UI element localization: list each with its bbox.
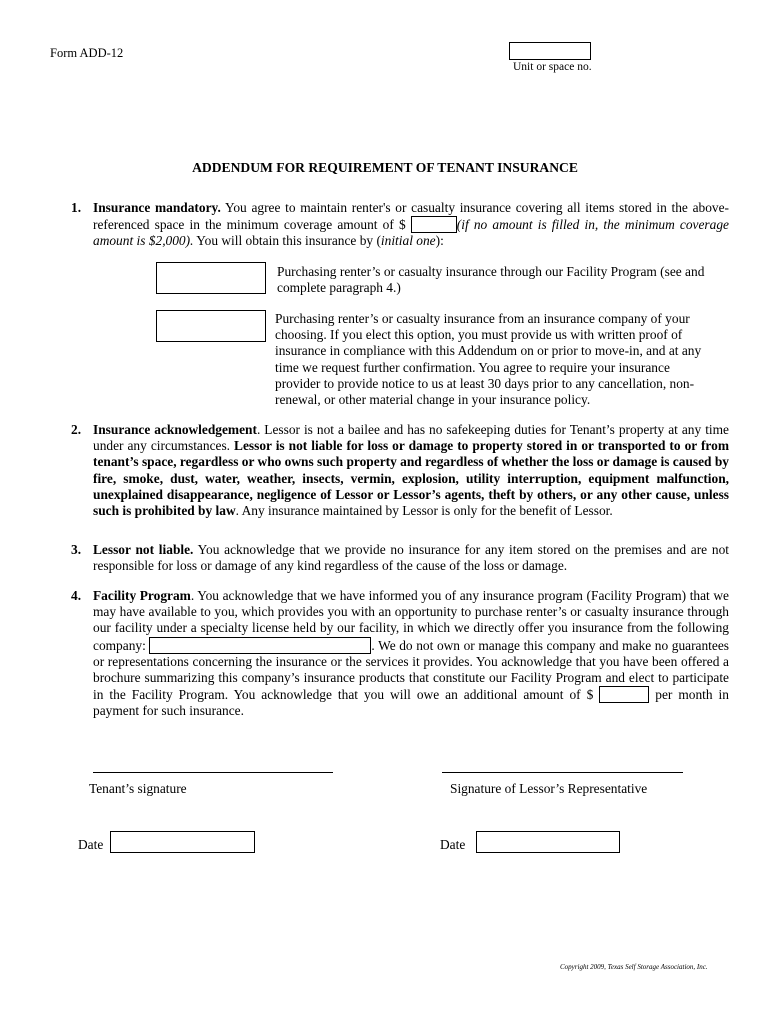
tenant-date-field[interactable] (110, 831, 255, 853)
section-1 (71, 200, 729, 250)
facility-program-initial-box[interactable] (156, 262, 266, 294)
own-insurance-initial-box[interactable] (156, 310, 266, 342)
section-2 (71, 422, 729, 519)
section-4-text-b: . We do not own or manage this company and make no guarantees or representations concerning the insurance or the services it provides. You acknowledge that you have been offered a brochure summarizing this company’s insurance products that constitute our Facility Program and elect to participate in the Facility Program. You acknowledge that you will owe an additional amount of $ (93, 637, 729, 703)
option-facility-program: Purchasing renter’s or casualty insurance through our Facility Program (see and complete paragraph 4.) (277, 264, 705, 296)
section-4-heading: Facility Program (93, 588, 191, 603)
section-1-number: 1. (71, 200, 82, 215)
section-1-initial-note: initial one (380, 233, 436, 249)
section-4-number: 4. (71, 588, 82, 603)
section-1-text-a: You agree to maintain renter's or casualty insurance covering all items stored in the above-referenced space in the minimum coverage amount of $ (93, 200, 729, 233)
copyright-footer: Copyright 2009, Texas Self Storage Association, Inc. (560, 963, 708, 971)
section-1-italic-note: (if no amount is filled in, the minimum coverage amount is $2,000). (93, 217, 729, 249)
monthly-amount-field[interactable] (599, 686, 649, 703)
section-3-number: 3. (71, 542, 82, 557)
document-title: ADDENDUM FOR REQUIREMENT OF TENANT INSURANCE (192, 160, 578, 175)
unit-number-field[interactable] (509, 42, 591, 60)
section-2-number: 2. (71, 422, 82, 437)
section-3-heading: Lessor not liable. (93, 542, 194, 557)
section-1-text-b: You will obtain this insurance by ( (196, 233, 381, 249)
section-1-text-c: ): (435, 233, 444, 249)
insurance-company-field[interactable] (149, 637, 371, 654)
section-4 (71, 588, 729, 720)
tenant-signature-label: Tenant’s signature (89, 781, 187, 796)
lessor-signature-label: Signature of Lessor’s Representative (450, 781, 648, 796)
section-3-text: You acknowledge that we provide no insurance for any item stored on the premises and are not responsible for loss or damage of any kind regardless of the cause of the loss or damage. (93, 542, 729, 574)
section-4-text-a: . You acknowledge that we have informed you of any insurance program (Facility Program) that we may have available to you, which provides you with an opportunity to purchase renter’s or casualty insurance through our facility under a specialty license held by our facility, in which we directly offer you insurance from the following company: (93, 588, 729, 653)
coverage-amount-field[interactable] (411, 216, 457, 233)
lessor-date-field[interactable] (476, 831, 620, 853)
option-own-insurance: Purchasing renter’s or casualty insurance from an insurance company of your choosing. If you elect this option, you must provide us with written proof of insurance in compliance with this Addendum on or prior to move-in, and at any time we request further confirmation. You agree to require your insurance provider to provide notice to us at least 30 days prior to any cancellation, non-renewal, or other material change in your insurance policy. (275, 311, 702, 408)
section-3 (71, 542, 729, 574)
tenant-date-label: Date (78, 837, 104, 852)
section-2-text-b: . Any insurance maintained by Lessor is only for the benefit of Lessor. (235, 503, 613, 519)
unit-number-label: Unit or space no. (513, 61, 592, 73)
section-1-heading: Insurance mandatory. (93, 200, 221, 215)
tenant-signature-line[interactable] (93, 772, 333, 773)
section-2-text-a: . Lessor is not a bailee and has no safekeeping duties for Tenant’s property at any time under any circumstances. (93, 422, 729, 454)
lessor-date-label: Date (440, 837, 466, 852)
section-4-text-c: per month in payment for such insurance. (93, 687, 729, 719)
lessor-signature-line[interactable] (442, 772, 683, 773)
form-id: Form ADD-12 (50, 46, 124, 60)
section-2-heading: Insurance acknowledgement (93, 422, 257, 437)
section-2-bold-text: Lessor is not liable for loss or damage to property stored in or transported to or from tenant’s space, regardless or who owns such property and regardless of whether the loss or damage is caused by fire, smoke, dust, water, weather, insects, vermin, explosion, utility interruption, equipment malfunction, unexplained disappearance, negligence of Lessor or Lessor’s agents, theft by others, or any other cause, unless such is prohibited by law (93, 438, 729, 519)
